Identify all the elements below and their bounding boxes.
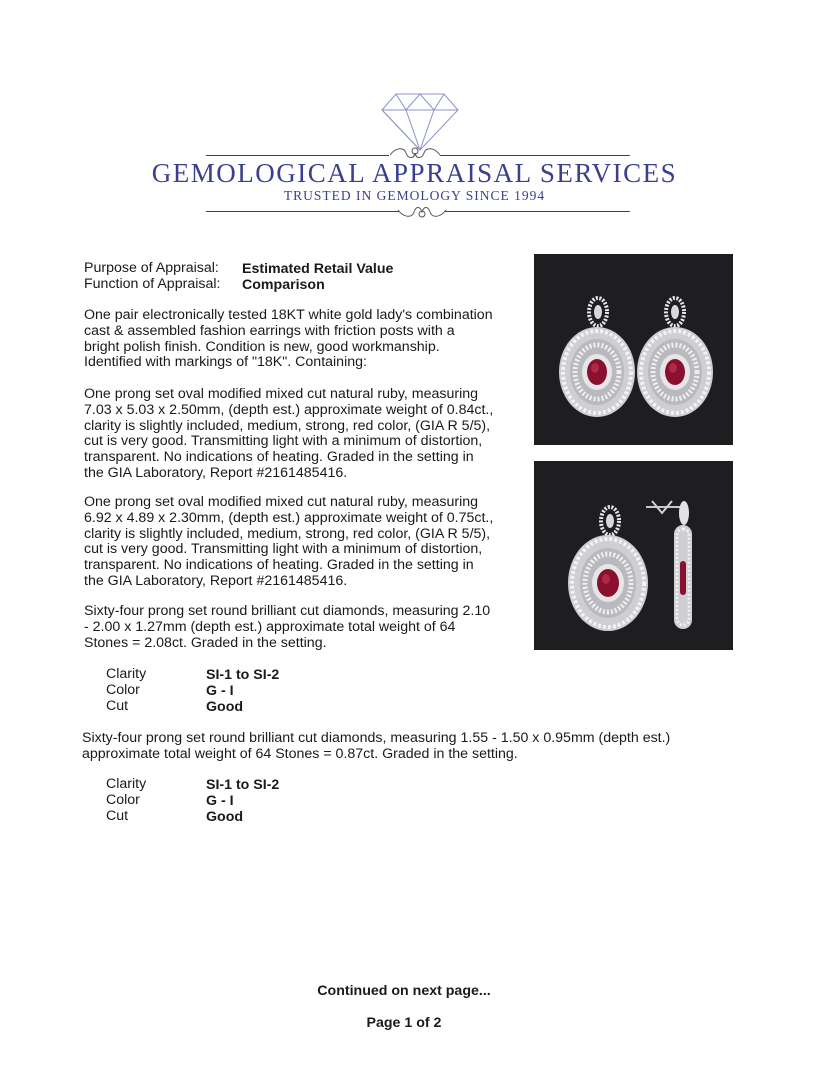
item-description: One pair electronically tested 18KT white gold lady's combination cast & assembled fashion earrings with friction posts with a bright polish finish. Condition is new, good workmanship. Identified with markings of "18K". Containing: [84,307,493,371]
clarity-label: Clarity [106,666,147,682]
diamond-description-1: Sixty-four prong set round brilliant cut diamonds, measuring 2.10 - 2.00 x 1.27mm (depth est.) approximate total weight of 64 Stones = 2.08ct. Graded in the setting. [84,603,491,651]
cut-value: Good [206,699,244,715]
earrings-front-photo [534,254,733,445]
purpose-label: Purpose of Appraisal: [84,260,219,276]
color-label: Color [106,792,140,808]
color-value: G - I [206,683,234,699]
cut-value: Good [206,809,244,825]
diamond-description-2: Sixty-four prong set round brilliant cut diamonds, measuring 1.55 - 1.50 x 0.95mm (depth est.) approximate total weight of 64 Stones = 0.87ct. Graded in the setting. [82,730,671,762]
clarity-value: SI-1 to SI-2 [206,777,280,793]
earrings-side-photo [534,461,733,650]
flourish-ornament [396,202,448,222]
cut-label: Cut [106,698,129,714]
ruby-description-1: One prong set oval modified mixed cut natural ruby, measuring 7.03 x 5.03 x 2.50mm, (depth est.) approximate weight of 0.84ct., clarity is slightly included, medium, strong, red color, (GIA R 5/5), cut is very good. Transmitting light with a minimum of distortion, transparent. No indications of heating. Graded in the setting in the GIA Laboratory, Report #2161485416. [84,386,494,481]
header-rule [440,155,630,156]
page-number: Page 1 of 2 [366,1015,442,1031]
color-value: G - I [206,793,234,809]
cut-label: Cut [106,808,129,824]
clarity-label: Clarity [106,776,147,792]
function-label: Function of Appraisal: [84,276,221,292]
header-rule [206,155,389,156]
color-label: Color [106,682,140,698]
ruby-description-2: One prong set oval modified mixed cut natural ruby, measuring 6.92 x 4.89 x 2.30mm, (depth est.) approximate weight of 0.75ct., clarity is slightly included, medium, strong, red color, (GIA R 5/5), cut is very good. Transmitting light with a minimum of distortion, transparent. No indications of heating. Graded in the setting in the GIA Laboratory, Report #2161485416. [84,494,494,589]
purpose-value: Estimated Retail Value [242,261,394,277]
header-rule [206,211,399,212]
function-value: Comparison [242,277,325,293]
header-rule [445,211,630,212]
continued-note: Continued on next page... [317,983,491,999]
company-tagline: TRUSTED IN GEMOLOGY SINCE 1994 [283,188,546,203]
company-name: GEMOLOGICAL APPRAISAL SERVICES [151,158,678,188]
clarity-value: SI-1 to SI-2 [206,667,280,683]
